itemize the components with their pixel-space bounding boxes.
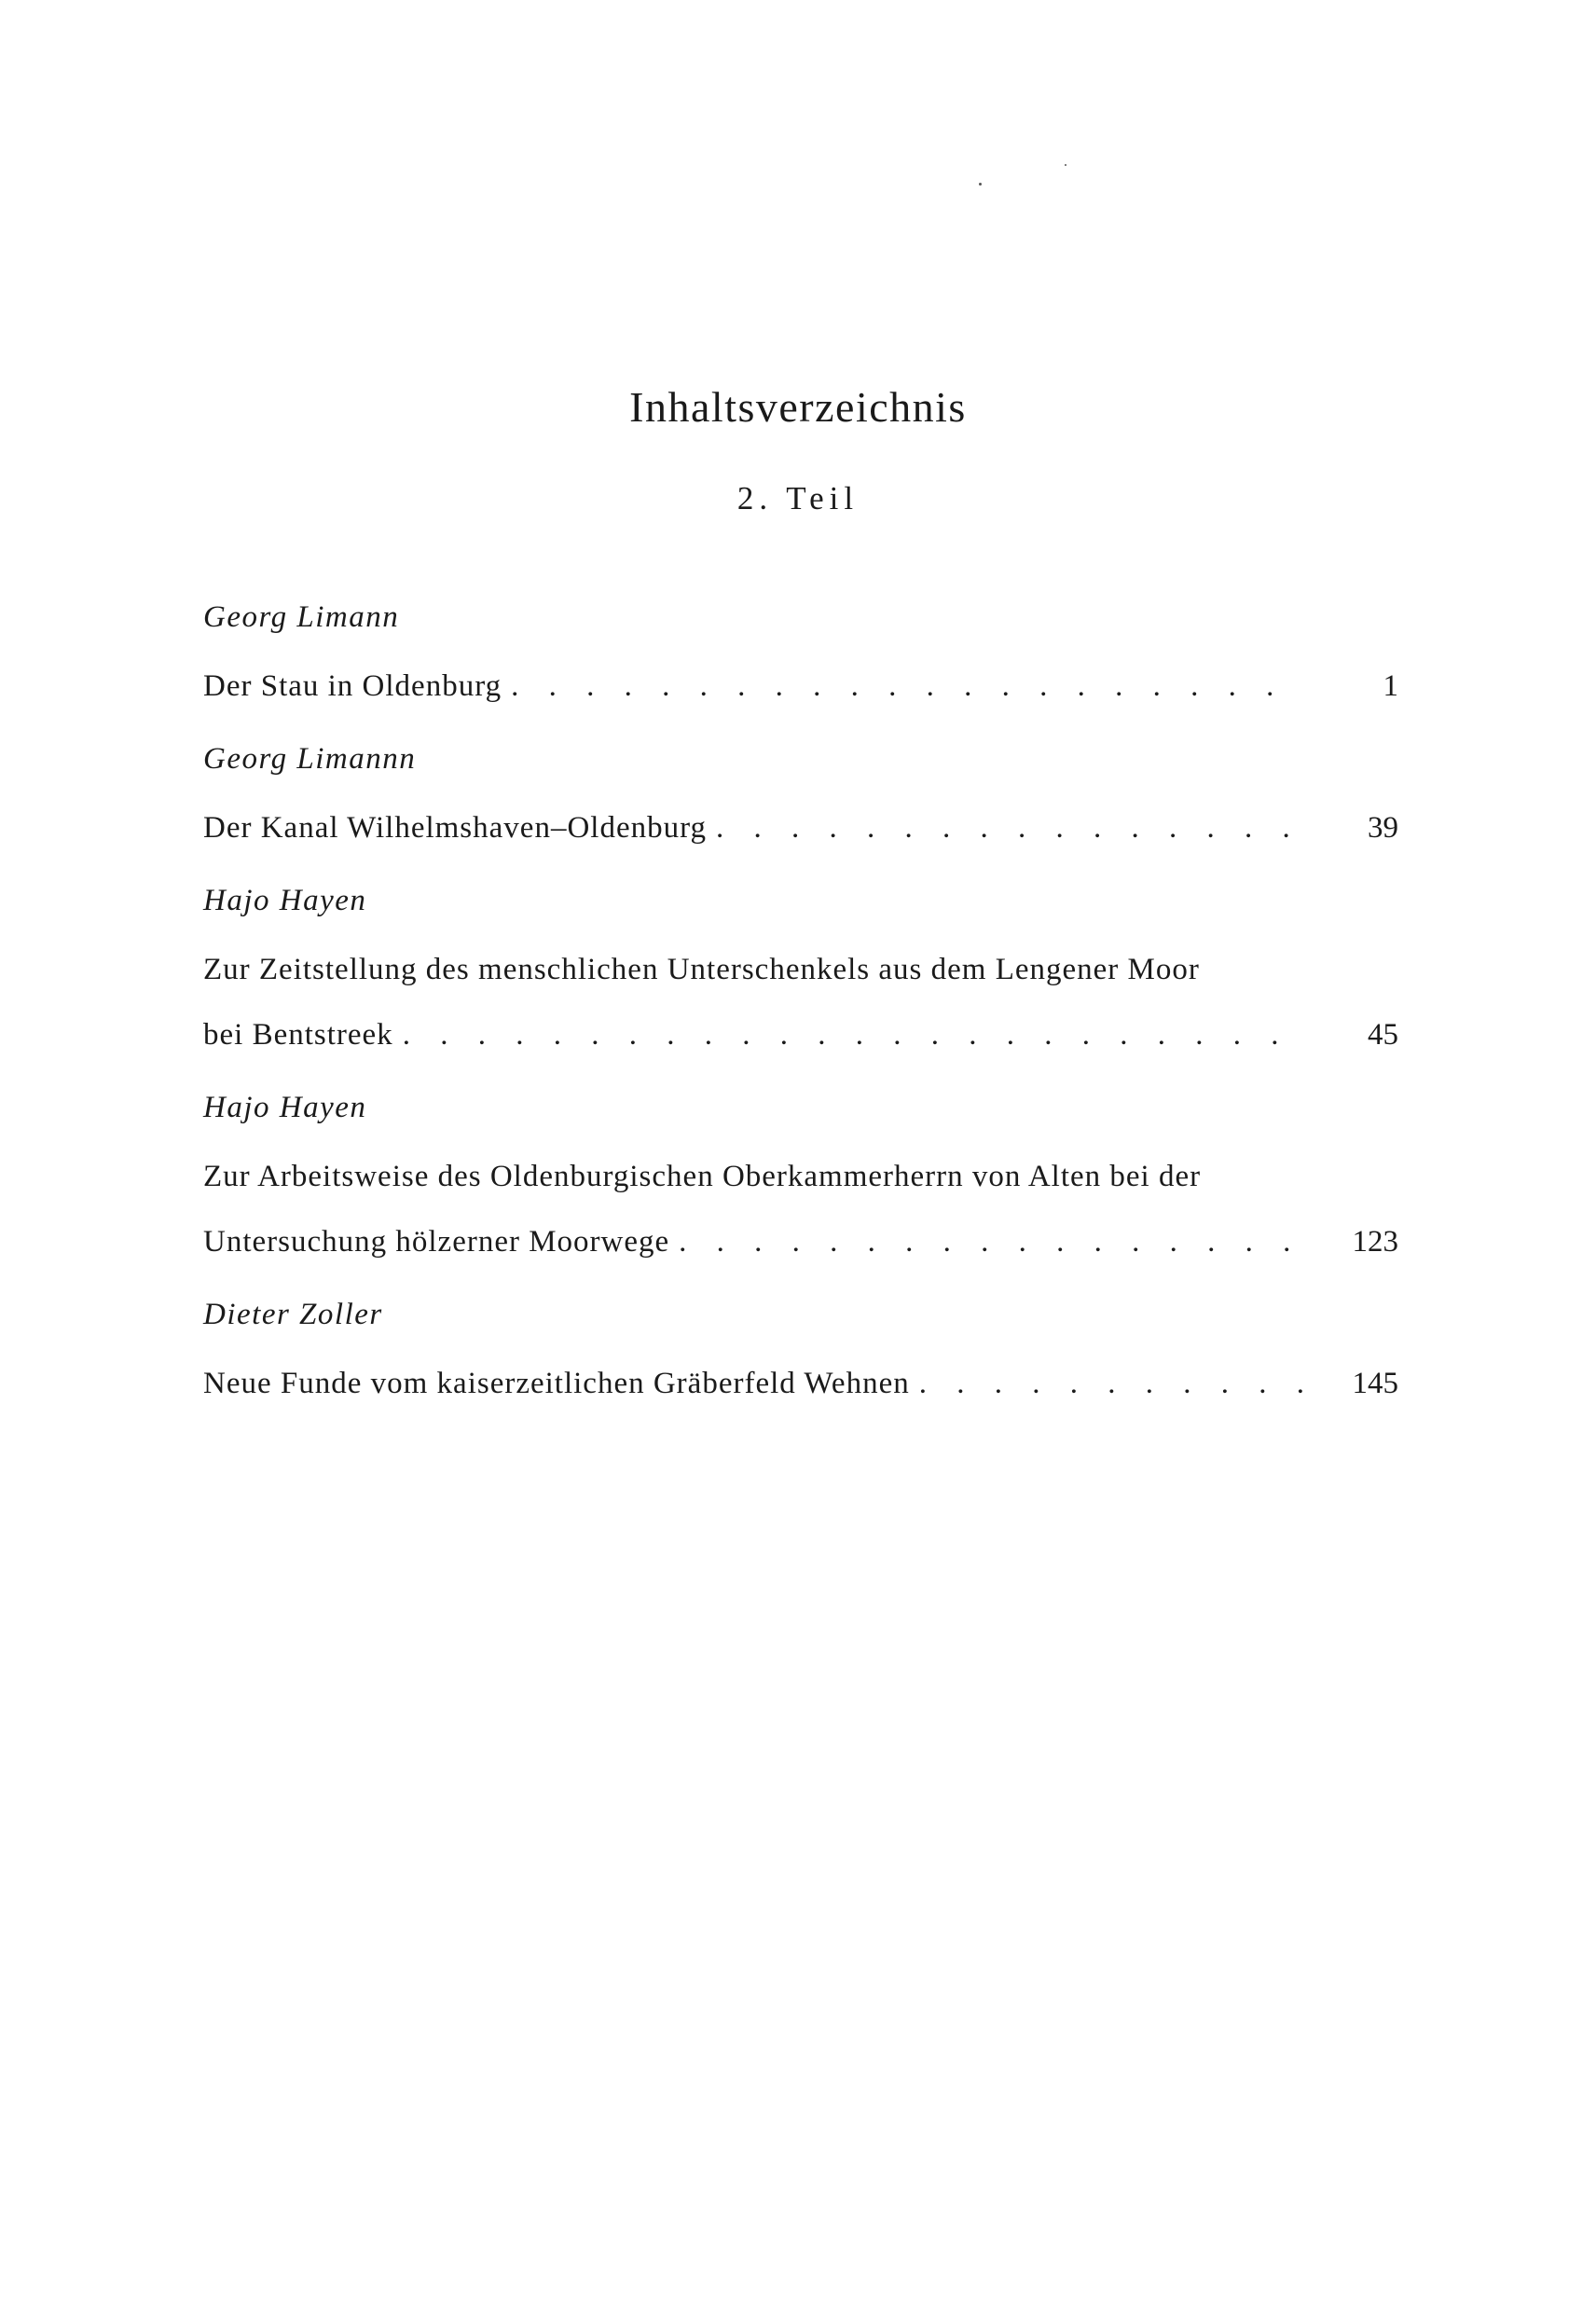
page-number: 1 [1383,669,1398,703]
page-number: 45 [1368,1018,1398,1052]
entry-title-line [203,1156,1398,1197]
toc-title: Inhaltsverzeichnis [629,383,967,431]
table-of-contents [203,597,1398,1436]
entry-title: Untersuchung hölzerner Moorwege [203,1225,670,1259]
dot-leader [403,1014,1305,1055]
entry-title-line [203,807,1398,848]
entry-author: Dieter Zoller [203,1298,383,1331]
entry-title-line [203,1014,1398,1055]
scan-speck [979,183,982,186]
entry-title: Zur Arbeitsweise des Oldenburgischen Oberkammerherrn von Alten bei der [203,1160,1202,1193]
toc-entry [203,880,1398,1055]
page-number: 145 [1352,1367,1398,1400]
entry-title-line [203,949,1398,990]
part-heading: 2. Teil [736,480,860,516]
toc-entry [203,738,1398,848]
entry-title-line [203,1221,1398,1262]
entry-title: Zur Zeitstellung des menschlichen Unterschenkels aus dem Lengener Moor [203,953,1200,986]
dot-leader [716,807,1305,848]
dot-leader [679,1221,1305,1262]
entry-title-line [203,666,1398,707]
entry-title-line [203,1363,1398,1404]
entry-title: Der Stau in Oldenburg [203,669,502,703]
dot-leader [919,1363,1305,1404]
entry-title: Neue Funde vom kaiserzeitlichen Gräberfeld Wehnen [203,1367,910,1400]
entry-author: Georg Limann [203,600,400,634]
toc-entry [203,1294,1398,1404]
entry-author: Georg Limannn [203,742,417,776]
entry-author: Hajo Hayen [203,1091,367,1124]
dot-leader [511,666,1305,707]
scan-speck [1065,164,1066,166]
page-number: 39 [1368,811,1398,845]
entry-title: Der Kanal Wilhelmshaven–Oldenburg [203,811,707,845]
entry-author: Hajo Hayen [203,884,367,917]
toc-entry [203,597,1398,707]
entry-title: bei Bentstreek [203,1018,393,1052]
toc-entry [203,1087,1398,1262]
page-number: 123 [1352,1225,1398,1259]
